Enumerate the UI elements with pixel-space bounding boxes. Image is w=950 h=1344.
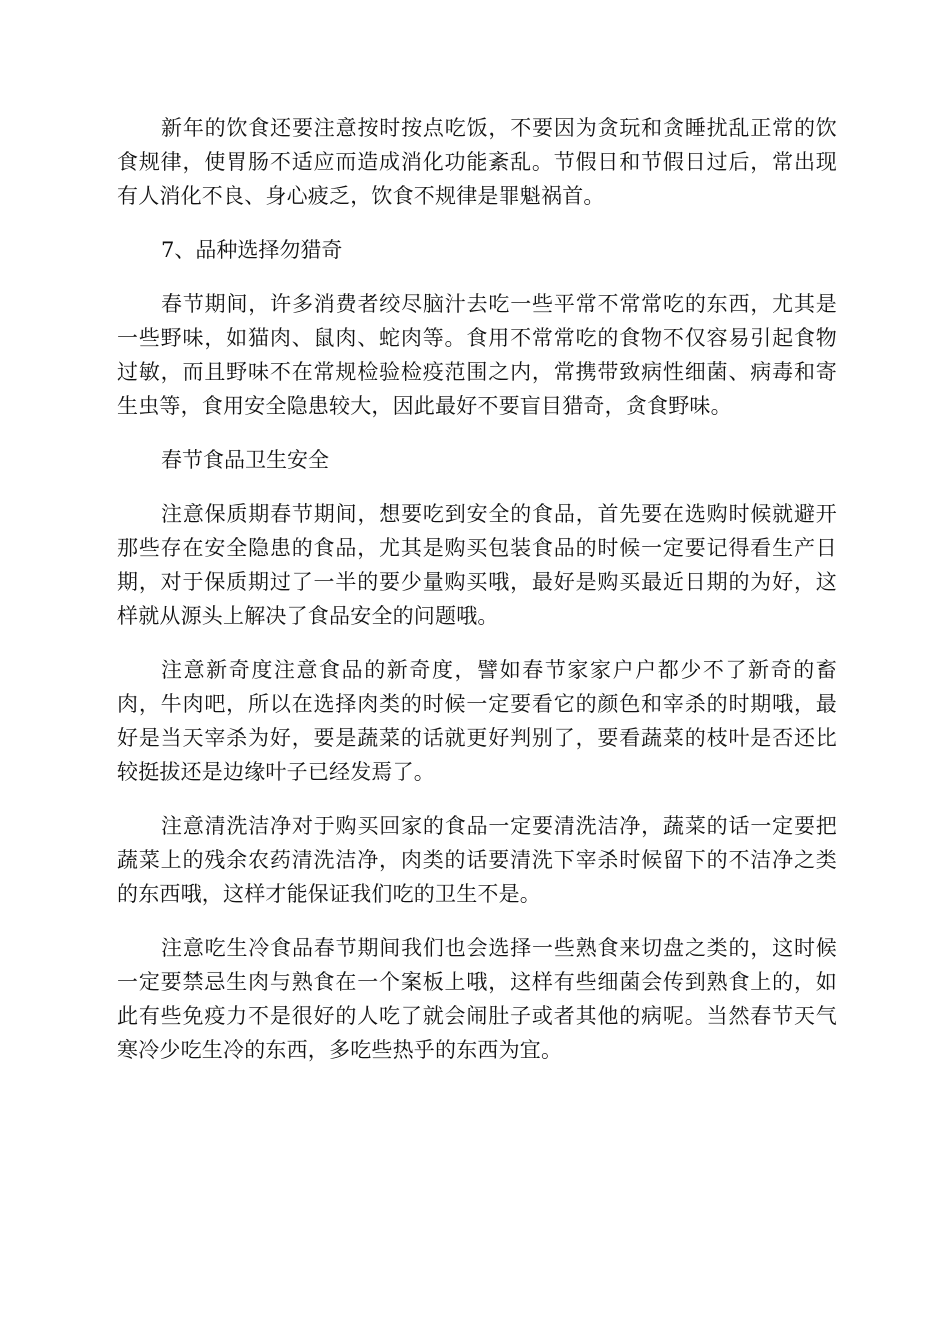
heading-food-safety: 春节食品卫生安全: [161, 448, 329, 472]
paragraph-freshness: 注意新奇度注意食品的新奇度，譬如春节家家户户都少不了新奇的畜肉，牛肉吧，所以在选择肉类的时候一定要看它的颜色和宰杀的时期哦，最好是当天宰杀为好，要是蔬菜的话就更好判别了，要看蔬菜的枝叶是否还比较挺拔还是边缘叶子已经发焉了。: [117, 658, 837, 784]
document-body: [117, 111, 837, 1087]
paragraph-washing: 注意清洗洁净对于购买回家的食品一定要清洗洁净，蔬菜的话一定要把蔬菜上的残余农药清洗洁净，肉类的话要清洗下宰杀时候留下的不洁净之类的东西哦，这样才能保证我们吃的卫生不是。: [117, 814, 837, 906]
paragraph-regular-meals: 新年的饮食还要注意按时按点吃饭，不要因为贪玩和贪睡扰乱正常的饮食规律，使胃肠不适应而造成消化功能紊乱。节假日和节假日过后，常出现有人消化不良、身心疲乏，饮食不规律是罪魁祸首。: [117, 116, 837, 208]
paragraph-raw-cold-food: 注意吃生冷食品春节期间我们也会选择一些熟食来切盘之类的，这时候一定要禁忌生肉与熟食在一个案板上哦，这样有些细菌会传到熟食上的，如此有些免疫力不是很好的人吃了就会闹肚子或者其他的病呢。当然春节天气寒冷少吃生冷的东西，多吃些热乎的东西为宜。: [117, 936, 837, 1062]
paragraph-wild-game: 春节期间，许多消费者绞尽脑汁去吃一些平常不常常吃的东西，尤其是一些野味，如猫肉、鼠肉、蛇肉等。食用不常常吃的食物不仅容易引起食物过敏，而且野味不在常规检验检疫范围之内，常携带致病性细菌、病毒和寄生虫等，食用安全隐患较大，因此最好不要盲目猎奇，贪食野味。: [117, 292, 837, 418]
paragraph-shelf-life: 注意保质期春节期间，想要吃到安全的食品，首先要在选购时候就避开那些存在安全隐患的食品，尤其是购买包装食品的时候一定要记得看生产日期，对于保质期过了一半的要少量购买哦，最好是购买最近日期的为好，这样就从源头上解决了食品安全的问题哦。: [117, 502, 837, 628]
heading-variety-selection: 7、品种选择勿猎奇: [161, 238, 343, 262]
